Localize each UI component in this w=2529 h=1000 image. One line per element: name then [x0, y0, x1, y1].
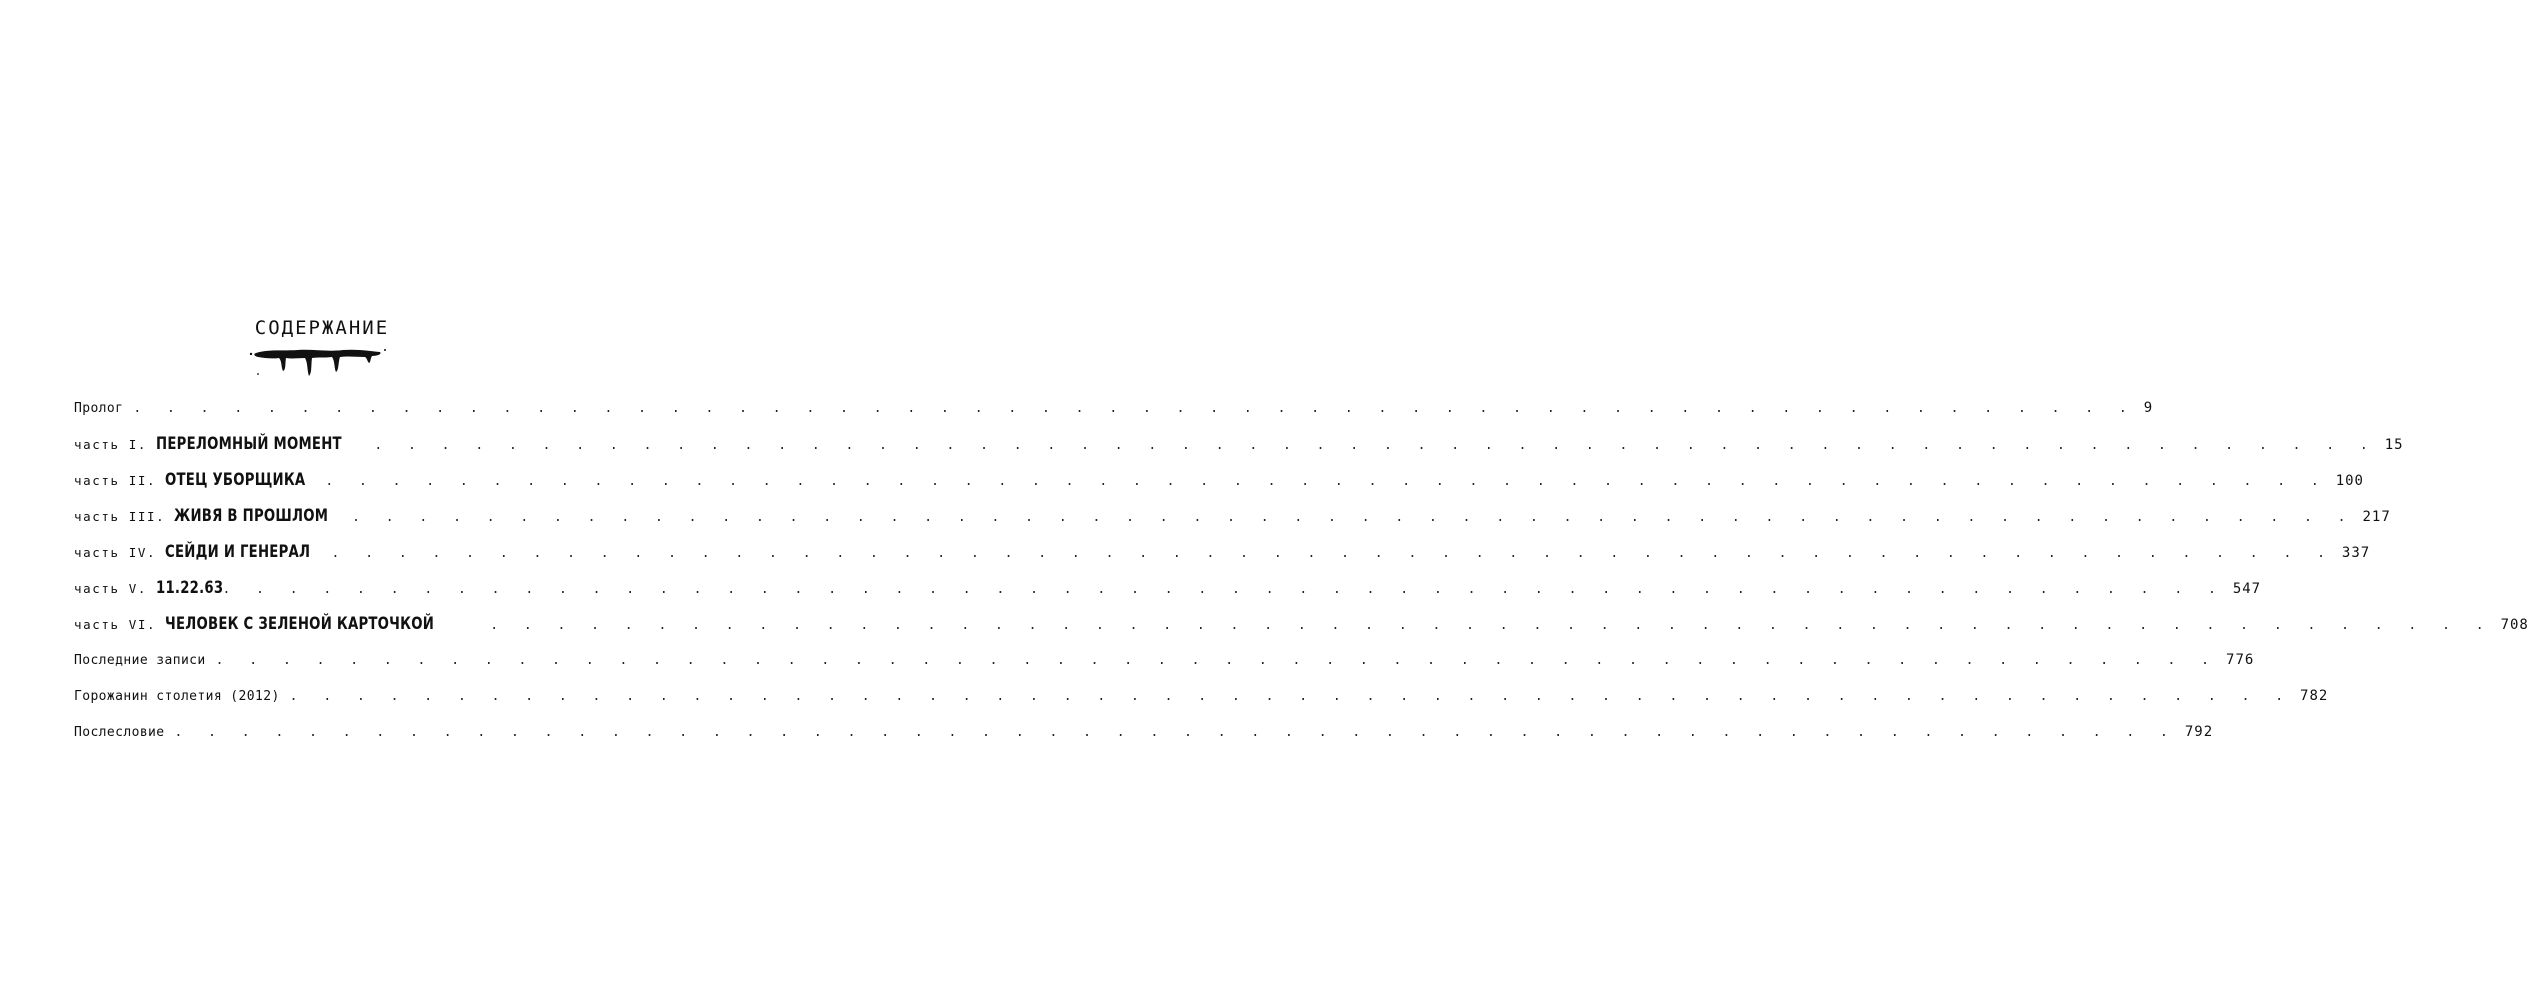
dot-leader: . . . . . . . . . . . . . . . . . . . . . . . . . . . . . . . . . . . . . . . . . . . . . . . . . . . . . . . . . . . . — [325, 474, 2328, 489]
toc-entry-title: СЕЙДИ И ГЕНЕРАЛ — [165, 542, 311, 562]
dot-leader: . . . . . . . . . . . . . . . . . . . . . . . . . . . . . . . . . . . . . . . . . . . . . . . . . . . . . . . . . . . . — [352, 510, 2355, 525]
toc-entry[interactable] — [74, 642, 2255, 678]
toc-page-number: 217 — [2362, 509, 2391, 525]
toc-entry[interactable] — [74, 678, 2329, 714]
toc-part-prefix: часть IV. — [74, 545, 166, 560]
toc-page-number: 15 — [2384, 437, 2404, 453]
toc-part-prefix: часть VI. — [74, 617, 166, 632]
toc-page-number: 708 — [2500, 617, 2529, 633]
toc-entry[interactable] — [74, 426, 2404, 462]
toc-entry[interactable] — [74, 606, 2529, 642]
toc-part-prefix: часть V. — [74, 581, 157, 596]
toc-entry[interactable] — [74, 462, 2364, 498]
toc-entry[interactable] — [74, 534, 2371, 570]
toc-part-prefix: часть I. — [74, 437, 157, 452]
toc-entry-title: ЧЕЛОВЕК С ЗЕЛЕНОЙ КАРТОЧКОЙ — [165, 614, 435, 634]
toc-entry-title: Послесловие — [74, 725, 165, 740]
dot-leader: . . . . . . . . . . . . . . . . . . . . . . . . . . . . . . . . . . . . . . . . . . . . . . . . . . . . . . . . . . . . — [174, 725, 2177, 740]
dot-leader: . . . . . . . . . . . . . . . . . . . . . . . . . . . . . . . . . . . . . . . . . . . . . . . . . . . . . . . . . . . . — [331, 546, 2334, 561]
toc-page-number: 100 — [2335, 473, 2364, 489]
toc-page-number: 782 — [2300, 688, 2329, 704]
toc-entry-title: ЖИВЯ В ПРОШЛОМ — [174, 506, 329, 526]
toc-entry-title: Пролог — [74, 401, 124, 416]
dot-leader: . . . . . . . . . . . . . . . . . . . . . . . . . . . . . . . . . . . . . . . . . . . . . . . . . . . . . . . . . . . . — [289, 689, 2293, 704]
toc-entry-title: Горожанин столетия (2012) — [74, 689, 280, 704]
dot-leader: . . . . . . . . . . . . . . . . . . . . . . . . . . . . . . . . . . . . . . . . . . . . . . . . . . . . . . . . . . . . — [215, 653, 2219, 668]
toc-entry[interactable] — [74, 714, 2214, 750]
dot-leader: . . . . . . . . . . . . . . . . . . . . . . . . . . . . . . . . . . . . . . . . . . . . . . . . . . . . . . . . . . . . — [374, 438, 2377, 453]
toc-entry-title: Последние записи — [74, 653, 206, 668]
toc-list — [74, 390, 2529, 750]
ink-drip-icon — [248, 343, 388, 383]
toc-part-prefix: часть III. — [74, 509, 175, 524]
dot-leader: . . . . . . . . . . . . . . . . . . . . . . . . . . . . . . . . . . . . . . . . . . . . . . . . . . . . . . . . . . . . — [490, 618, 2493, 633]
toc-page-number: 776 — [2226, 652, 2255, 668]
toc-page-number: 9 — [2143, 400, 2154, 416]
toc-page-number: 547 — [2232, 581, 2262, 597]
toc-part-prefix: часть II. — [74, 473, 166, 488]
toc-entry-title: ПЕРЕЛОМНЫЙ МОМЕНТ — [156, 434, 342, 454]
toc-entry-title: 11.22.63 — [156, 578, 224, 598]
toc-page-number: 337 — [2341, 545, 2371, 561]
toc-entry-title: ОТЕЦ УБОРЩИКА — [165, 470, 306, 490]
dot-leader: . . . . . . . . . . . . . . . . . . . . . . . . . . . . . . . . . . . . . . . . . . . . . . . . . . . . . . . . . . . . — [133, 401, 2136, 416]
toc-entry[interactable] — [74, 498, 2391, 534]
toc-page-number: 792 — [2184, 724, 2214, 740]
toc-entry[interactable] — [74, 570, 2262, 606]
toc-heading: СОДЕРЖАНИЕ — [254, 317, 390, 339]
toc-entry[interactable] — [74, 390, 2154, 426]
dot-leader: . . . . . . . . . . . . . . . . . . . . . . . . . . . . . . . . . . . . . . . . . . . . . . . . . . . . . . . . . . . . — [222, 582, 2225, 597]
